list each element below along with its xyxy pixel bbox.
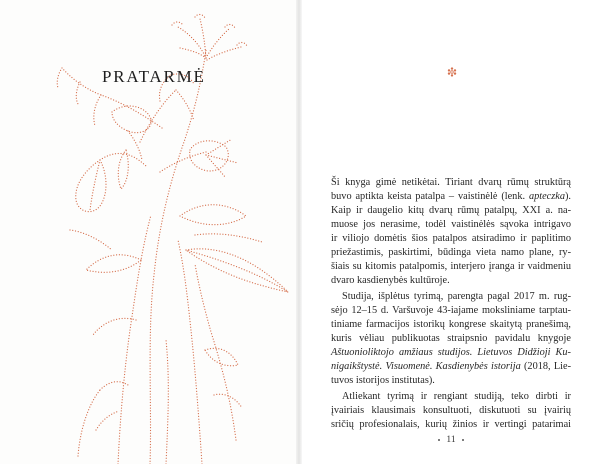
text-segment: dvaro kasdienybės kultūroje. xyxy=(331,275,450,286)
text-segment: priežastimis, paskirtimi, būdinga vieta namo plane, ry- xyxy=(331,247,571,258)
leaves xyxy=(70,205,288,456)
italic-text: apteczka xyxy=(528,191,565,202)
text-line xyxy=(331,360,571,374)
text-segment: sėjo 12–15 d. Varšuvoje 43-iajame moksliniame tarptau- xyxy=(331,305,571,316)
text-segment: sričių profesionalais, kurių žinios ir vertingi patarimai xyxy=(331,419,571,430)
text-segment: Ši knyga gimė netikėtai. Tiriant dvarų rūmų struktūrą xyxy=(331,177,571,188)
text-segment: ). xyxy=(564,191,571,202)
text-line xyxy=(331,404,571,418)
paragraph xyxy=(331,290,571,388)
seed-pods xyxy=(76,150,146,212)
text-line xyxy=(331,218,571,232)
text-line xyxy=(331,232,571,246)
text-segment: Studija, išplėtus tyrimą, parengta pagal 2017 m. rug- xyxy=(342,291,571,302)
page-number xyxy=(331,433,571,447)
text-segment: buvo aptikta keista patalpa – vaistinėlė (lenk. xyxy=(331,191,529,202)
text-line xyxy=(331,274,571,288)
text-line xyxy=(331,418,571,432)
page-number-dot-right xyxy=(462,439,464,441)
left-page xyxy=(0,0,298,464)
page-number-dot-left xyxy=(438,439,440,441)
text-line xyxy=(331,374,571,388)
text-line xyxy=(331,332,571,346)
text-line xyxy=(331,260,571,274)
body-text xyxy=(331,176,571,432)
flower-head xyxy=(160,139,238,178)
chapter-title: PRATARMĖ xyxy=(102,67,206,86)
text-line xyxy=(331,318,571,332)
text-segment: šiais su kitomis patalpomis, interjero įranga ir vaidmeniu xyxy=(331,261,571,272)
text-line xyxy=(331,290,571,304)
right-page xyxy=(302,0,600,464)
text-line xyxy=(331,246,571,260)
italic-text: Aštuonioliktojo amžiaus studijos. Lietuvos Didžioji Ku- xyxy=(331,347,571,358)
text-line xyxy=(331,346,571,360)
page-number-value: 11 xyxy=(446,435,456,445)
umbel-flowers xyxy=(172,14,247,60)
paragraph xyxy=(331,176,571,288)
text-segment: muose jos nerasime, todėl vaistinėlės sąvoka intrigavo xyxy=(331,219,571,230)
text-segment: tiniame farmacijos istorikų kongrese skaitytą pranešimą, xyxy=(331,319,571,330)
paragraph xyxy=(331,390,571,432)
text-segment: kuris vėliau publikuotas straipsnio pavidalu knygoje xyxy=(331,333,571,344)
text-segment: Kaip ir daugelio kitų dvarų rūmų patalpų, XXI a. na- xyxy=(331,205,571,216)
text-line xyxy=(331,176,571,190)
text-segment: tuvos istorijos institutas). xyxy=(331,375,435,386)
text-segment: ir viliojo domėtis šios patalpos atsiradimo ir paplitimo xyxy=(331,233,571,244)
text-segment: Atliekant tyrimą ir rengiant studiją, teko dirbti ir xyxy=(342,391,571,402)
text-segment: įvairiais klausimais konsultuoti, diskutuoti su įvairių xyxy=(331,405,571,416)
text-line xyxy=(331,390,571,404)
text-line xyxy=(331,190,571,204)
flower-ornament-icon xyxy=(447,67,457,77)
italic-text: nigaikštystė. Visuomenė. Kasdienybės istorija xyxy=(331,361,521,372)
text-line xyxy=(331,204,571,218)
text-line xyxy=(331,304,571,318)
plant-stems xyxy=(118,50,236,464)
text-segment: (2018, Lie- xyxy=(520,361,572,372)
